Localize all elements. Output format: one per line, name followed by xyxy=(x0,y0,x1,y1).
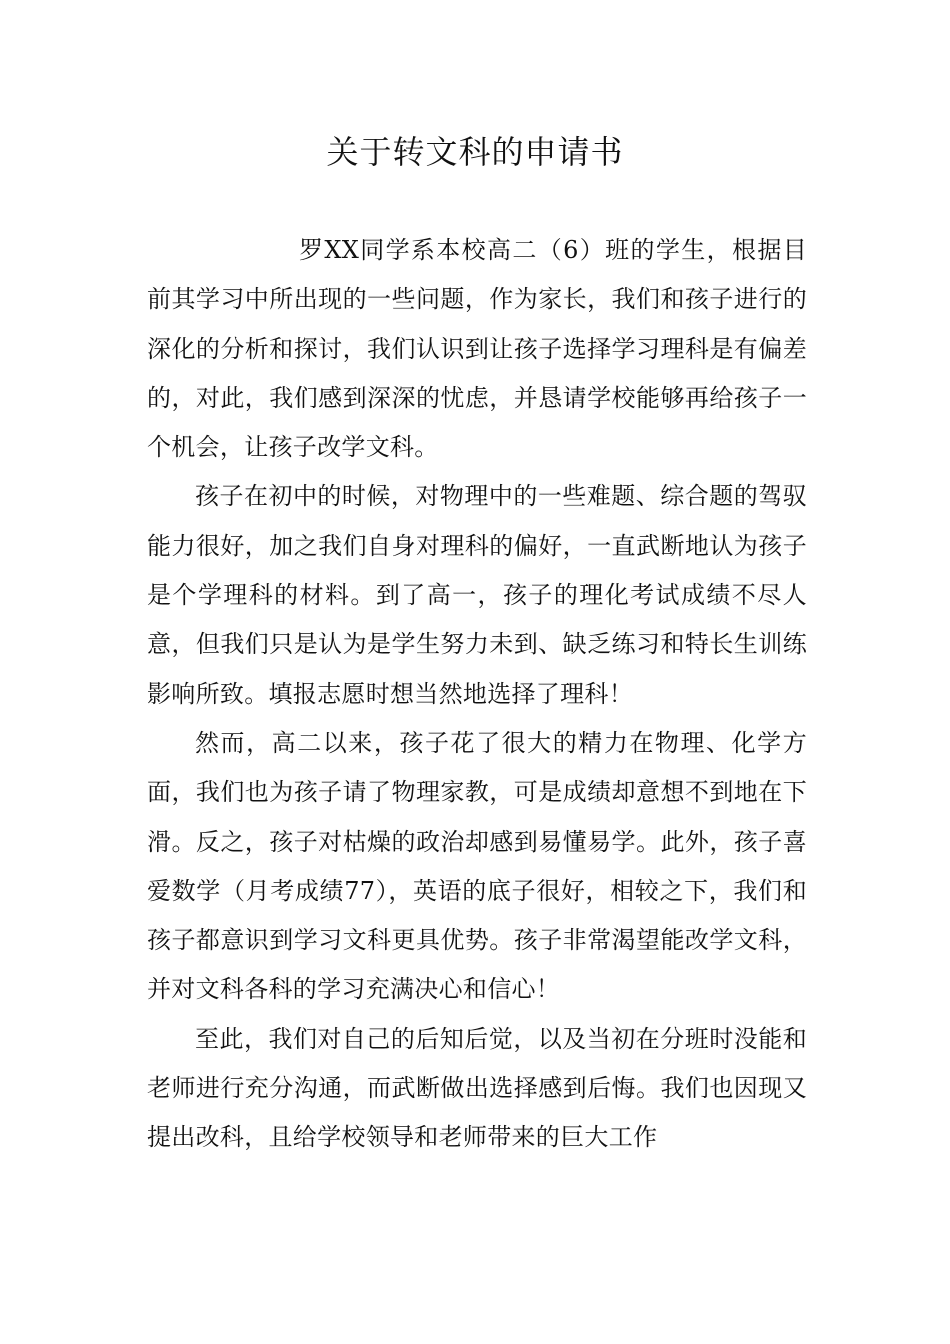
paragraph-4: 至此，我们对自己的后知后觉，以及当初在分班时没能和老师进行充分沟通，而武断做出选择感到后悔。我们也因现又提出改科，且给学校领导和老师带来的巨大工作 xyxy=(147,1024,807,1152)
paragraph-2: 孩子在初中的时候，对物理中的一些难题、综合题的驾驭能力很好，加之我们自身对理科的偏好，一直武断地认为孩子是个学理科的材料。到了高一，孩子的理化考试成绩不尽人意，但我们只是认为是学生努力未到、缺乏练习和特长生训练影响所致。填报志愿时想当然地选择了理科！ xyxy=(147,482,807,708)
paragraph-3: 然而，高二以来，孩子花了很大的精力在物理、化学方面，我们也为孩子请了物理家教，可是成绩却意想不到地在下滑。反之，孩子对枯燥的政治却感到易懂易学。此外，孩子喜爱数学（月考成绩77），英语的底子很好，相较之下，我们和孩子都意识到学习文科更具优势。孩子非常渴望能改学文科，并对文科各科的学习充满决心和信心！ xyxy=(147,728,807,1004)
paragraph-1: 罗XX同学系本校高二（6）班的学生，根据目前其学习中所出现的一些问题，作为家长，我们和孩子进行的深化的分析和探讨，我们认识到让孩子选择学习理科是有偏差的，对此，我们感到深深的忧虑，并恳请学校能够再给孩子一个机会，让孩子改学文科。 xyxy=(147,236,807,462)
document-body xyxy=(147,226,807,1163)
document-title: 关于转文科的申请书 xyxy=(326,133,624,171)
